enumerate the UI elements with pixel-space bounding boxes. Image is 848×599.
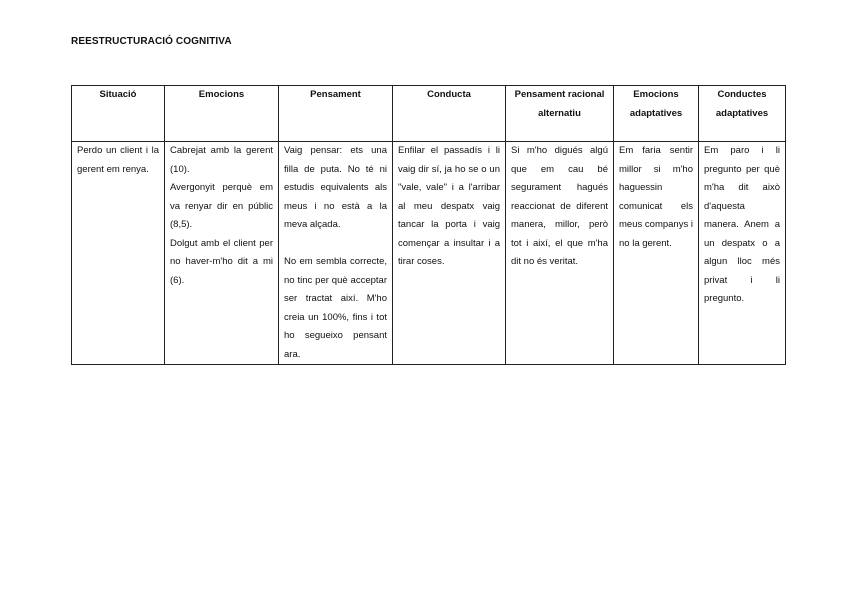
header-emocions: Emocions	[165, 86, 279, 142]
header-pensament: Pensament	[279, 86, 393, 142]
cell-situacio	[72, 142, 165, 365]
emocions-adaptatives-text: Em faria sentir millor si m'ho haguessin comunicat els meus companys i no la gerent.	[619, 145, 693, 249]
emocio-item: Avergonyit perquè em va renyar dir en públic (8,5).	[170, 182, 273, 230]
header-pensament-racional: Pensament racional alternatiu	[506, 86, 614, 142]
document-title: REESTRUCTURACIÓ COGNITIVA	[71, 36, 232, 47]
pensament-paragraph: Vaig pensar: ets una filla de puta. No té ni estudis equivalents als meus i no està a la meva alçada.	[284, 145, 387, 230]
conductes-adaptatives-text: Em paro i li pregunto per què m'ha dit això d'aquesta manera. Anem a un despatx o a algun lloc més privat i li pregunto.	[704, 145, 780, 304]
table-row	[72, 142, 786, 365]
conducta-text: Enfilar el passadís i li vaig dir sí, ja ho se o un "vale, vale" i a l'arribar al meu despatx vaig tancar la porta i vaig començar a insultar i a tirar coses.	[398, 145, 500, 267]
situacio-text: Perdo un client i la gerent em renya.	[77, 145, 159, 175]
header-conductes-adaptatives: Conductes adaptatives	[699, 86, 786, 142]
header-conducta: Conducta	[393, 86, 506, 142]
cell-pensament-racional	[506, 142, 614, 365]
emocio-item: Dolgut amb el client per no haver-m'ho dit a mi (6).	[170, 237, 273, 286]
header-emocions-adaptatives: Emocions adaptatives	[614, 86, 699, 142]
table-header-row	[72, 86, 786, 142]
pensament-paragraph: No em sembla correcte, no tinc per què acceptar ser tractat així. M'ho creia un 100%, fins i tot ho segueixo pensant ara.	[284, 256, 387, 360]
cell-emocions-adaptatives	[614, 142, 699, 365]
paragraph-gap	[284, 235, 387, 254]
cell-pensament	[279, 142, 393, 365]
cell-conductes-adaptatives	[699, 142, 786, 365]
header-situacio: Situació	[72, 86, 165, 142]
cell-conducta	[393, 142, 506, 365]
cognitive-restructuring-table	[71, 85, 786, 365]
emocio-item: Cabrejat amb la gerent (10).	[170, 145, 273, 175]
pensament-racional-text: Si m'ho digués algú que em cau bé segurament hagués reaccionat de diferent manera, millor, però tot i així, el que m'ha dit no és veritat.	[511, 145, 608, 267]
cell-emocions	[165, 142, 279, 365]
